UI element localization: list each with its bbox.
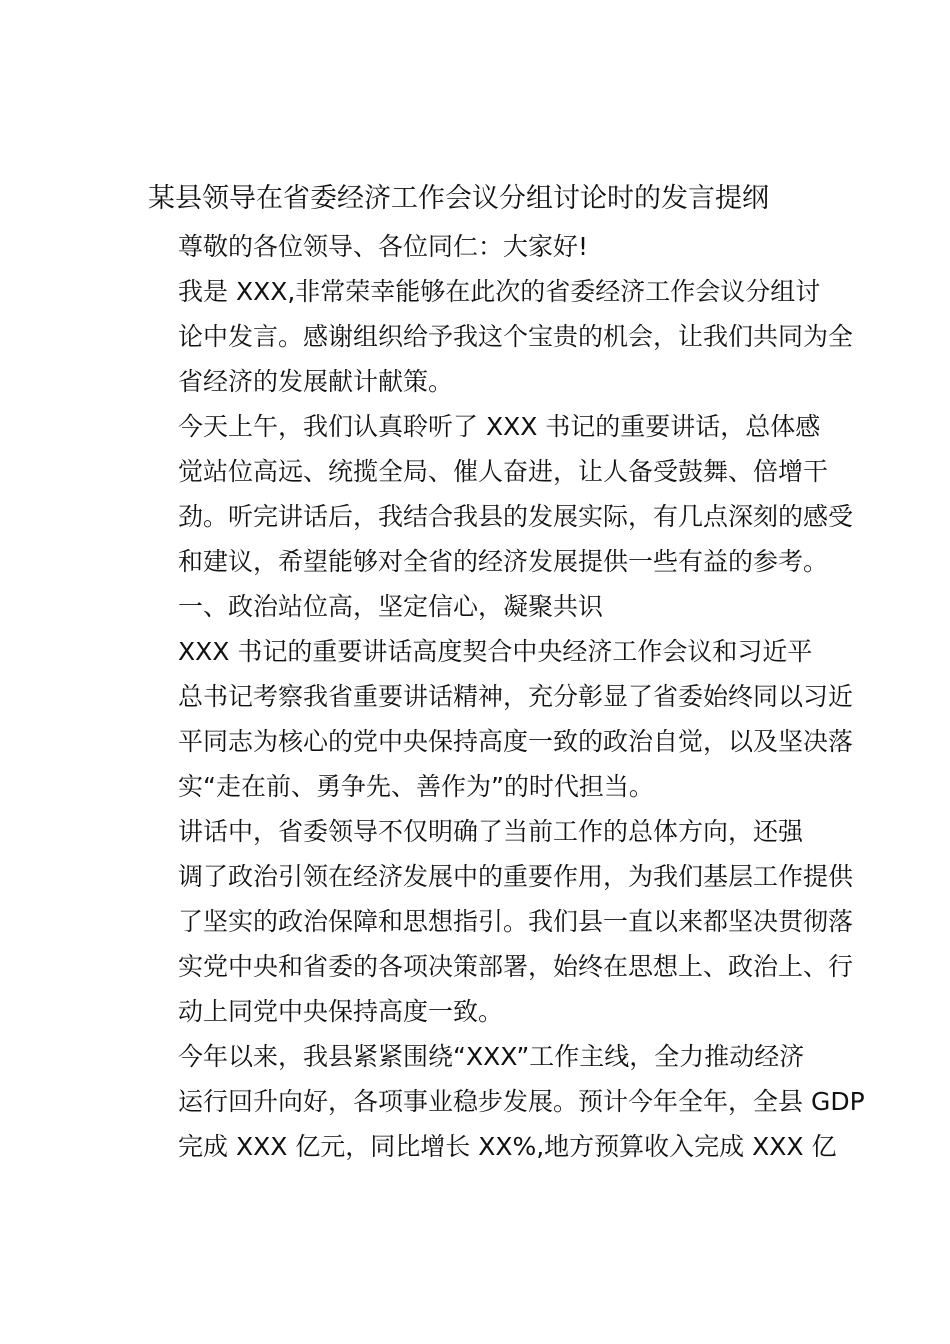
text-line: 调了政治引领在经济发展中的重要作用，为我们基层工作提供 [178, 862, 854, 891]
document-body [127, 224, 865, 1169]
paragraph-political-position [127, 629, 854, 809]
text-line: 尊敬的各位领导、各位同仁：大家好! [178, 232, 589, 261]
text-line: 觉站位高远、统揽全局、催人奋进，让人备受鼓舞、倍增干 [178, 457, 829, 486]
paragraph-political-guidance [127, 809, 854, 1034]
text-line: XXX 书记的重要讲话高度契合中央经济工作会议和习近平 [178, 637, 813, 666]
text-line: 讲话中，省委领导不仅明确了当前工作的总体方向，还强 [178, 817, 804, 846]
paragraph-introduction [127, 269, 854, 404]
text-line: 论中发言。感谢组织给予我这个宝贵的机会，让我们共同为全 [178, 322, 854, 351]
text-line: 我是 XXX,非常荣幸能够在此次的省委经济工作会议分组讨 [178, 277, 821, 306]
text-line: 实“走在前、勇争先、善作为”的时代担当。 [178, 772, 654, 801]
text-line: 了坚实的政治保障和思想指引。我们县一直以来都坚决贯彻落 [178, 907, 854, 936]
text-line: 动上同党中央保持高度一致。 [178, 997, 504, 1026]
text-line: 省经济的发展献计献策。 [178, 367, 454, 396]
text-line: 完成 XXX 亿元，同比增长 XX%,地方预算收入完成 XXX 亿 [178, 1132, 837, 1161]
text-line: 总书记考察我省重要讲话精神，充分彰显了省委始终同以习近 [178, 682, 854, 711]
text-line: 实党中央和省委的各项决策部署，始终在思想上、政治上、行 [178, 952, 854, 981]
text-line: 和建议，希望能够对全省的经济发展提供一些有益的参考。 [178, 547, 829, 576]
section-heading-line: 一、政治站位高，坚定信心，凝聚共识 [178, 592, 604, 621]
text-line: 平同志为核心的党中央保持高度一致的政治自觉，以及坚决落 [178, 727, 854, 756]
paragraph-economic-results [127, 1034, 865, 1169]
paragraph-reflection [127, 404, 854, 584]
paragraph-greeting [127, 224, 837, 269]
text-line: 今天上午，我们认真聆听了 XXX 书记的重要讲话，总体感 [178, 412, 821, 441]
document-title: 某县领导在省委经济工作会议分组讨论时的发言提纲 [148, 183, 769, 214]
text-line: 今年以来，我县紧紧围绕“XXX”工作主线，全力推动经济 [178, 1042, 805, 1071]
text-line: 运行回升向好，各项事业稳步发展。预计今年全年，全县 GDP [178, 1087, 865, 1116]
text-line: 劲。听完讲话后，我结合我县的发展实际，有几点深刻的感受 [178, 502, 854, 531]
section-heading [127, 584, 837, 629]
